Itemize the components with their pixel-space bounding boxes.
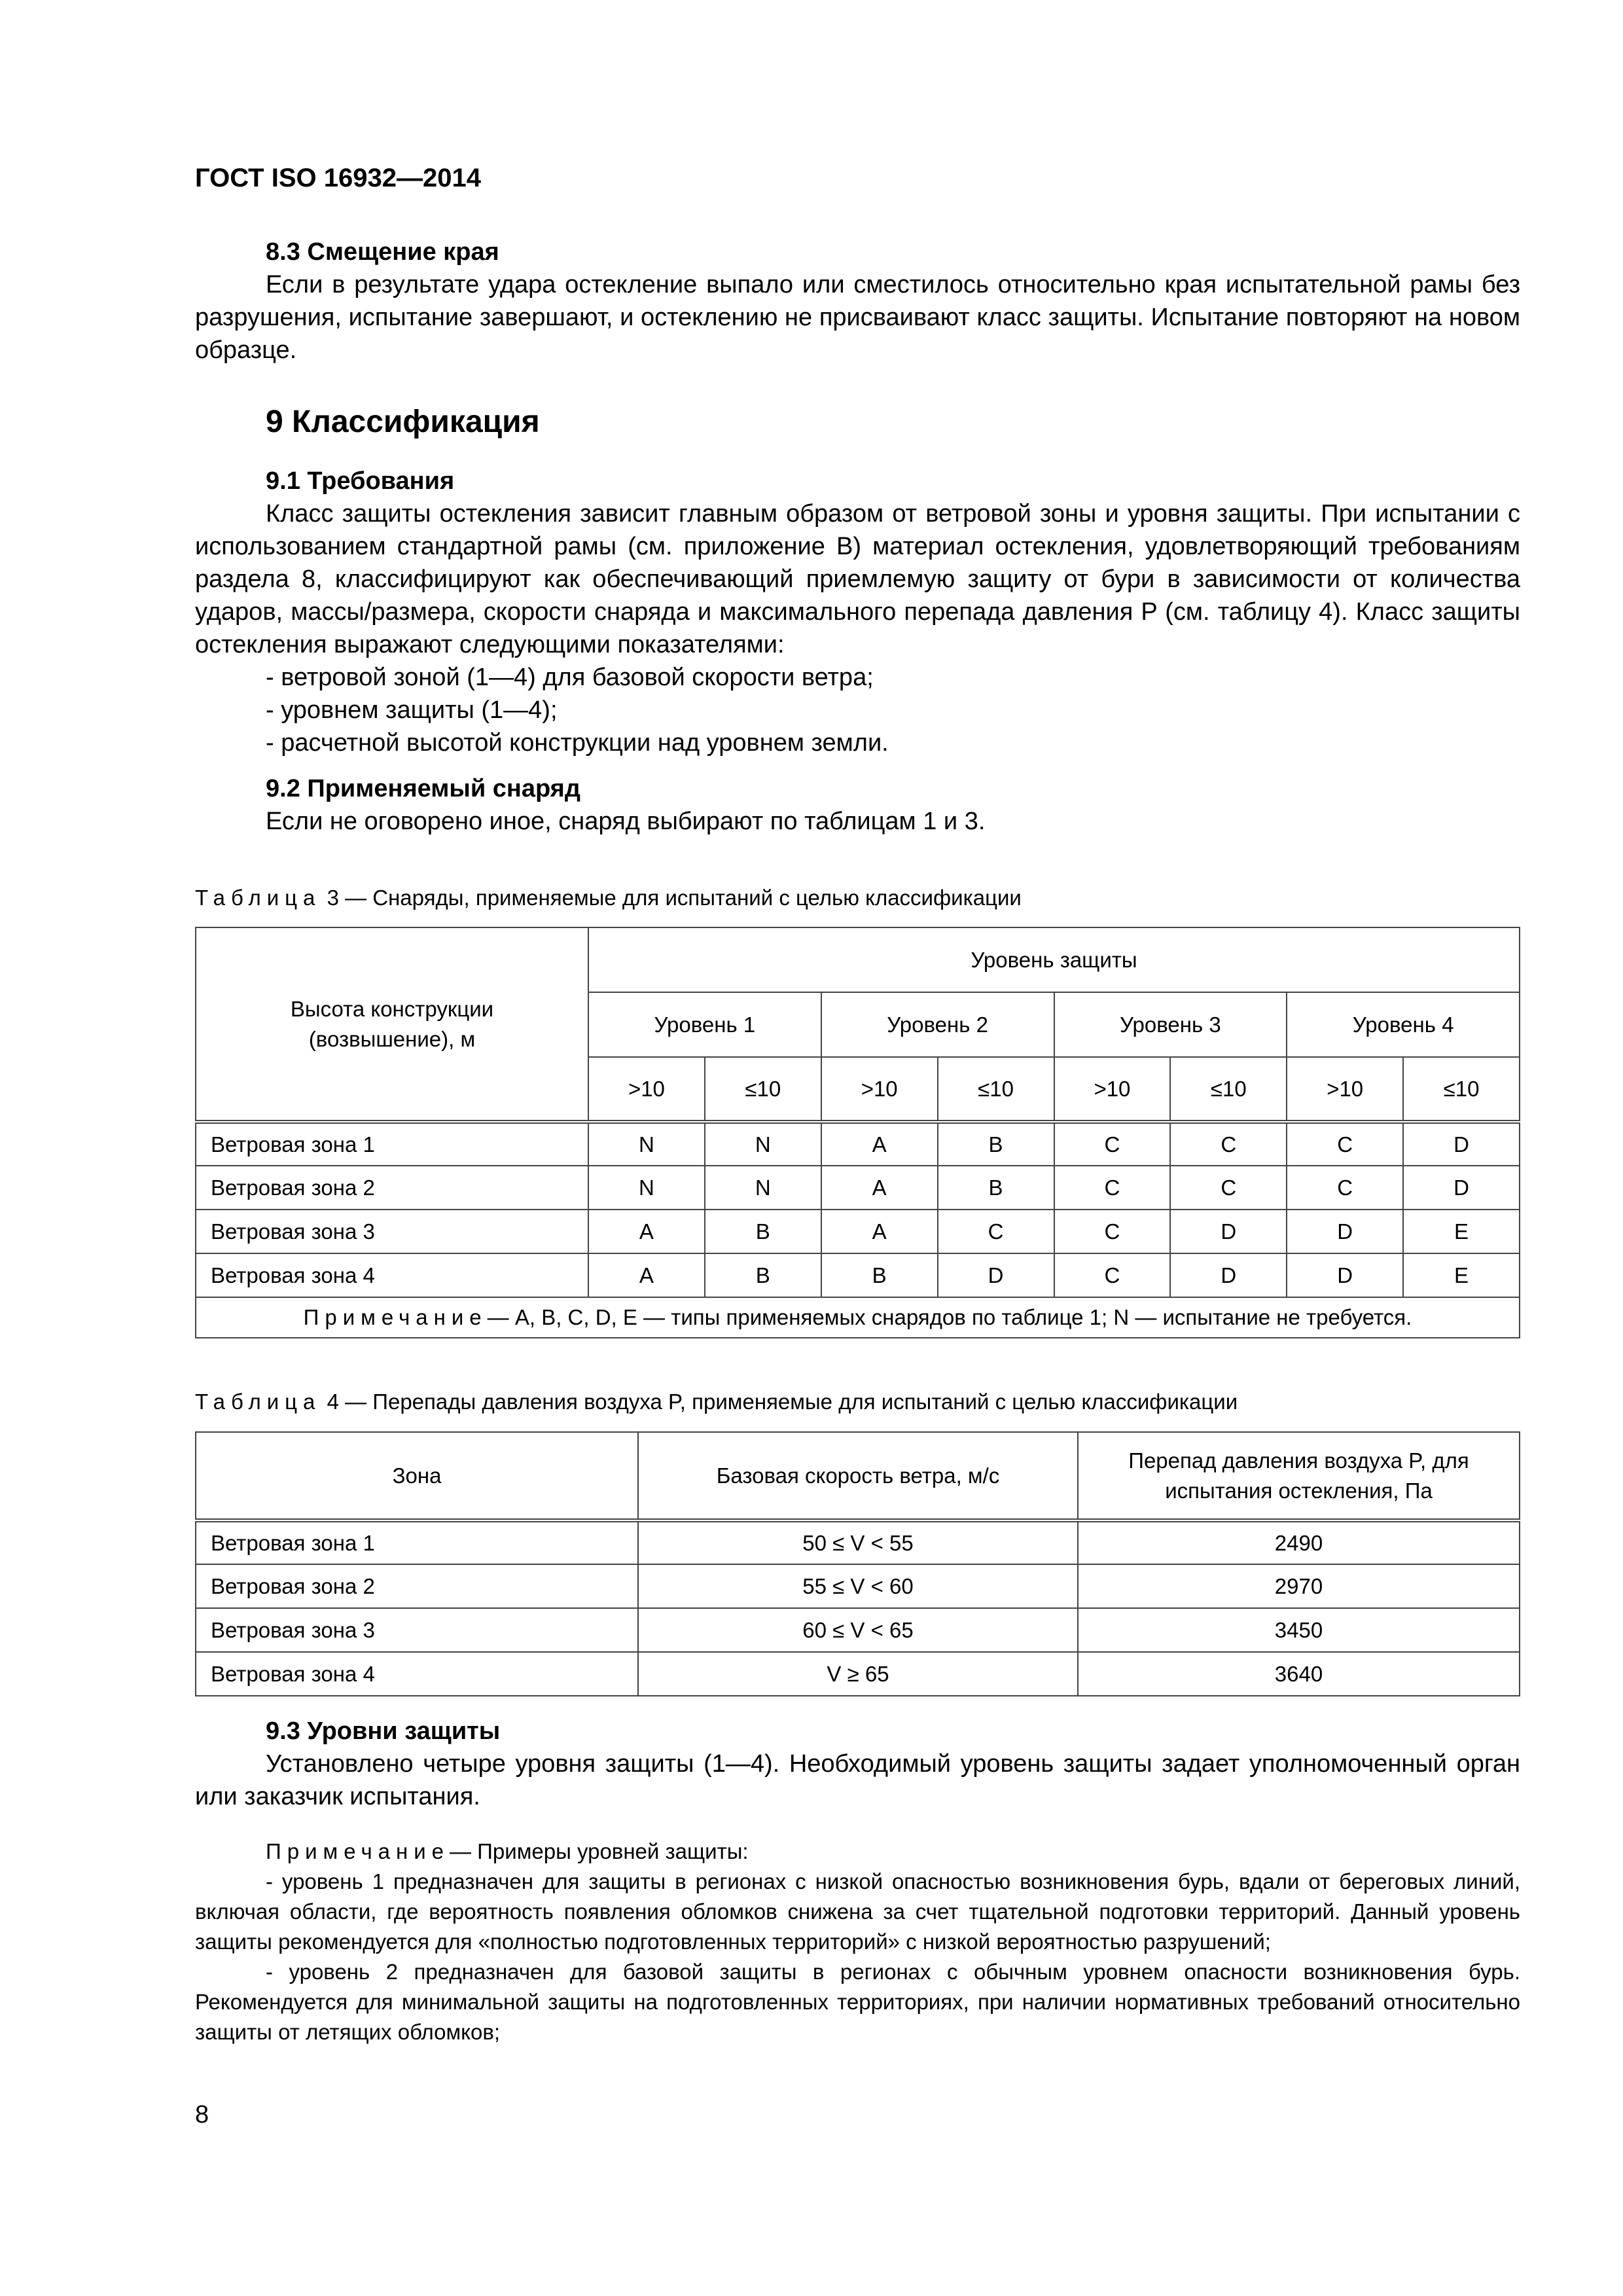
table-4-caption [195, 1388, 1520, 1416]
level-header: Уровень 2 [821, 992, 1054, 1057]
caption-text: 3 — Снаряды, применяемые для испытаний с целью классификации [327, 886, 1022, 910]
sub-header: ≤10 [938, 1057, 1054, 1122]
zone-cell: Ветровая зона 4 [196, 1652, 638, 1696]
projectile-cell: A [588, 1253, 705, 1297]
zone-cell: Ветровая зона 1 [196, 1520, 638, 1564]
projectile-cell: D [938, 1253, 1054, 1297]
table-3 [195, 927, 1520, 1338]
projectile-cell: B [938, 1122, 1054, 1166]
pressure-cell: 3450 [1078, 1608, 1520, 1652]
caption-text: 4 — Перепады давления воздуха P, применяемые для испытаний с целью классификации [327, 1390, 1238, 1414]
projectile-cell: A [821, 1122, 938, 1166]
header-level: Уровень защиты [588, 927, 1520, 992]
list-item: - ветровой зоной (1—4) для базовой скорости ветра; [266, 664, 874, 691]
zone-cell: Ветровая зона 3 [196, 1210, 588, 1253]
pressure-cell: 2490 [1078, 1520, 1520, 1564]
speed-cell: 55 ≤ V < 60 [638, 1564, 1078, 1608]
table-row [196, 1652, 1520, 1696]
projectile-cell: B [705, 1253, 821, 1297]
sub-header: ≤10 [1170, 1057, 1287, 1122]
speed-cell: V ≥ 65 [638, 1652, 1078, 1696]
list-item: - расчетной высотой конструкции над уровнем земли. [266, 729, 889, 757]
header-height: Высота конструкции (возвышение), м [196, 927, 588, 1122]
projectile-cell: N [588, 1166, 705, 1210]
projectile-cell: N [705, 1166, 821, 1210]
projectile-cell: C [938, 1210, 1054, 1253]
caption-label: Таблица [195, 886, 321, 910]
sub-header: ≤10 [705, 1057, 821, 1122]
sub-header: >10 [821, 1057, 938, 1122]
paragraph: Класс защиты остекления зависит главным образом от ветровой зоны и уровня защиты. При испытании с использованием стандартной рамы (см. приложение В) материал остекления, удовлетворяющий требованиям раздела 8, классифицируют как обеспечивающий приемлемую защиту от бури в зависимости от количества ударов, массы/размера, скорости снаряда и максимального перепада давления P (см. таблицу 4). Класс защиты остекления выражают следующими показателями: [195, 500, 1520, 658]
note-block [195, 1837, 1520, 2047]
zone-cell: Ветровая зона 2 [196, 1166, 588, 1210]
sub-header: ≤10 [1403, 1057, 1520, 1122]
projectile-cell: A [821, 1166, 938, 1210]
projectile-cell: D [1170, 1210, 1287, 1253]
projectile-cell: N [705, 1122, 821, 1166]
paragraph: Установлено четыре уровня защиты (1—4). Необходимый уровень защиты задает уполномоченный орган или заказчик испытания. [195, 1750, 1520, 1810]
zone-cell: Ветровая зона 2 [196, 1564, 638, 1608]
table-note: Примечание— A, B, C, D, E — типы применяемых снарядов по таблице 1; N — испытание не требуется. [196, 1297, 1520, 1338]
page-number: 8 [195, 2101, 209, 2128]
table-row [196, 1520, 1520, 1564]
table-row [196, 1210, 1520, 1253]
level-header: Уровень 3 [1054, 992, 1287, 1057]
section-8-3 [195, 236, 1520, 367]
section-9-2 [195, 772, 1520, 838]
caption-label: Таблица [195, 1390, 321, 1414]
projectile-cell: E [1403, 1253, 1520, 1297]
projectile-cell: D [1403, 1122, 1520, 1166]
header-zone: Зона [196, 1432, 638, 1520]
projectile-cell: D [1403, 1166, 1520, 1210]
projectile-cell: N [588, 1122, 705, 1166]
note-intro: Примечание— Примеры уровней защиты: [266, 1839, 749, 1863]
projectile-cell: C [1287, 1122, 1403, 1166]
sub-header: >10 [588, 1057, 705, 1122]
list-item: - уровнем защиты (1—4); [266, 696, 558, 724]
projectile-cell: C [1054, 1210, 1171, 1253]
zone-cell: Ветровая зона 3 [196, 1608, 638, 1652]
section-9-1 [195, 465, 1520, 759]
projectile-cell: C [1054, 1253, 1171, 1297]
projectile-cell: C [1170, 1166, 1287, 1210]
projectile-cell: A [821, 1210, 938, 1253]
header-speed: Базовая скорость ветра, м/с [638, 1432, 1078, 1520]
section-title: 9 Классификация [266, 404, 540, 439]
sub-header: >10 [1054, 1057, 1171, 1122]
table-row [196, 1166, 1520, 1210]
sub-header: >10 [1287, 1057, 1403, 1122]
table-row [196, 1564, 1520, 1608]
section-9 [195, 403, 1520, 442]
level-header: Уровень 1 [588, 992, 821, 1057]
section-9-3 [195, 1715, 1520, 1813]
projectile-cell: D [1287, 1210, 1403, 1253]
zone-cell: Ветровая зона 4 [196, 1253, 588, 1297]
table-4 [195, 1431, 1520, 1696]
projectile-cell: C [1170, 1122, 1287, 1166]
speed-cell: 50 ≤ V < 55 [638, 1520, 1078, 1564]
note-item: - уровень 1 предназначен для защиты в регионах с низкой опасностью возникновения бурь, вдали от береговых линий, включая области, где вероятность появления обломков снижена за счет тщательной подготовки территорий. Данный уровень защиты рекомендуется для «полностью подготовленных территорий» с низкой вероятностью разрушений; [195, 1869, 1520, 1954]
table-row [196, 1253, 1520, 1297]
pressure-cell: 3640 [1078, 1652, 1520, 1696]
projectile-cell: E [1403, 1210, 1520, 1253]
section-title: 9.3 Уровни защиты [266, 1717, 501, 1745]
projectile-cell: C [1054, 1122, 1171, 1166]
level-header: Уровень 4 [1287, 992, 1520, 1057]
section-title: 9.2 Применяемый снаряд [266, 775, 580, 802]
projectile-cell: B [938, 1166, 1054, 1210]
projectile-cell: B [821, 1253, 938, 1297]
pressure-cell: 2970 [1078, 1564, 1520, 1608]
table-row [196, 1608, 1520, 1652]
projectile-cell: C [1054, 1166, 1171, 1210]
projectile-cell: C [1287, 1166, 1403, 1210]
header-pressure: Перепад давления воздуха P, для испытания остекления, Па [1078, 1432, 1520, 1520]
paragraph: Если не оговорено иное, снаряд выбирают по таблицам 1 и 3. [266, 808, 986, 835]
note-item: - уровень 2 предназначен для базовой защиты в регионах с обычным уровнем опасности возникновения бурь. Рекомендуется для минимальной защиты на подготовленных территориях, при наличии нормативных требований относительно защиты от летящих обломков; [195, 1960, 1520, 2044]
speed-cell: 60 ≤ V < 65 [638, 1608, 1078, 1652]
section-title: 9.1 Требования [266, 467, 455, 495]
document-header: ГОСТ ISO 16932—2014 [195, 164, 481, 192]
projectile-cell: D [1287, 1253, 1403, 1297]
paragraph: Если в результате удара остекление выпало или сместилось относительно края испытательной рамы без разрушения, испытание завершают, и остеклению не присваивают класс защиты. Испытание повторяют на новом образце. [195, 271, 1520, 364]
section-title: 8.3 Смещение края [266, 238, 499, 266]
table-3-caption [195, 884, 1520, 912]
zone-cell: Ветровая зона 1 [196, 1122, 588, 1166]
projectile-cell: D [1170, 1253, 1287, 1297]
projectile-cell: A [588, 1210, 705, 1253]
projectile-cell: B [705, 1210, 821, 1253]
table-row [196, 1122, 1520, 1166]
